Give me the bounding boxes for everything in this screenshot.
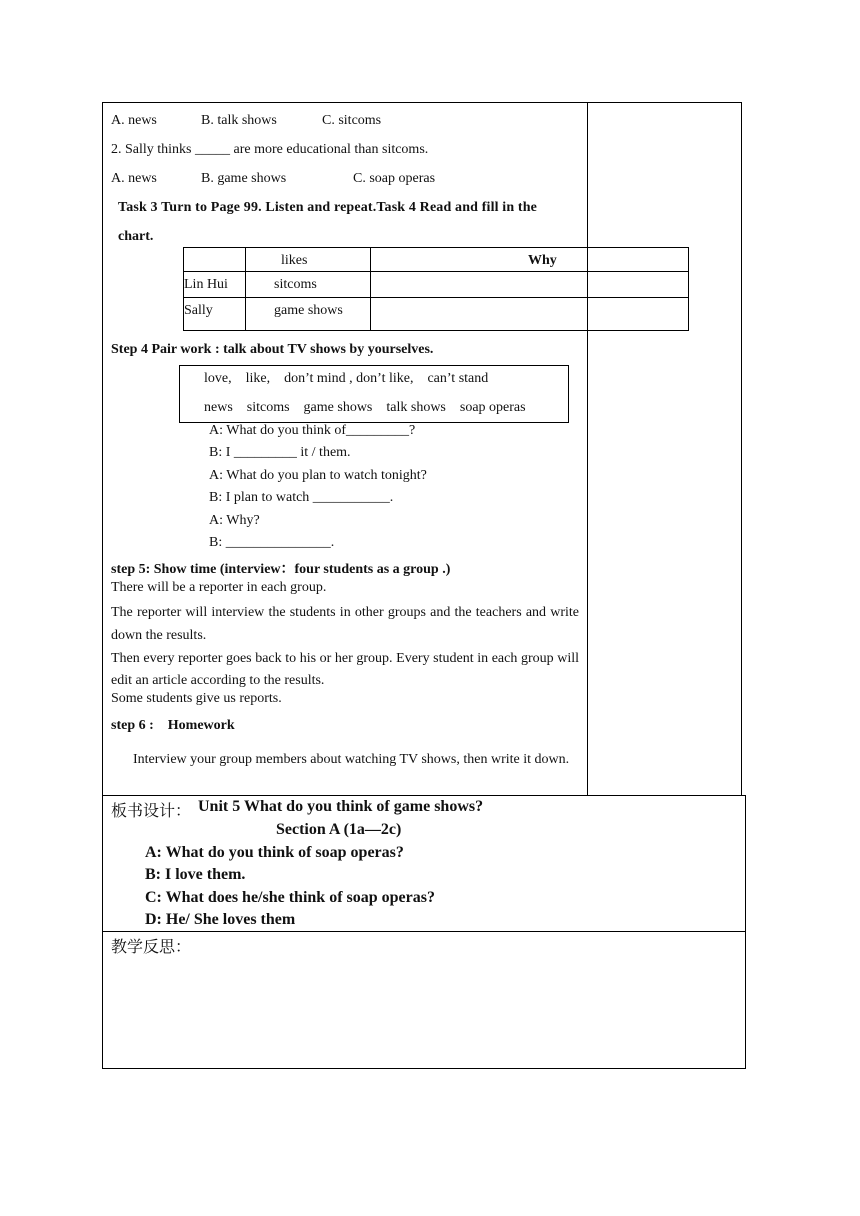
q1-option-b: B. talk shows bbox=[201, 113, 277, 128]
board-design-label: 板书设计： bbox=[111, 803, 192, 820]
step5-paragraph: There will be a reporter in each group. bbox=[111, 580, 327, 595]
dialogue-line: B: _______________. bbox=[209, 535, 335, 550]
step5-heading: step 5: Show time (interview：four students as a group .) bbox=[111, 562, 451, 577]
board-title: Unit 5 What do you think of game shows? bbox=[198, 798, 484, 815]
q1-option-c: C. sitcoms bbox=[322, 113, 382, 128]
q2-question: 2. Sally thinks _____ are more educational than sitcoms. bbox=[111, 142, 429, 157]
chart-row-name: Sally bbox=[184, 303, 213, 318]
chart-row-likes: sitcoms bbox=[274, 277, 317, 292]
dialogue-line: A: Why? bbox=[209, 513, 260, 528]
step5-paragraph: Some students give us reports. bbox=[111, 691, 282, 706]
column-divider bbox=[587, 102, 588, 795]
q2-option-a: A. news bbox=[111, 171, 157, 186]
frame-top-border bbox=[102, 102, 742, 103]
frame-right-border-upper bbox=[741, 102, 742, 795]
step5-paragraph: The reporter will interview the students in other groups and the teachers and write down the results. bbox=[111, 605, 579, 643]
chart-row-name: Lin Hui bbox=[184, 277, 228, 292]
chart-row-likes: game shows bbox=[274, 303, 343, 318]
teaching-reflection-label: 教学反思： bbox=[111, 939, 192, 956]
board-line: D: He/ She loves them bbox=[145, 911, 296, 928]
dialogue-line: A: What do you plan to watch tonight? bbox=[209, 468, 427, 483]
reflection-top-border bbox=[102, 931, 745, 932]
step5-paragraph: Then every reporter goes back to his or her group. Every student in each group will edit an article according to the results. bbox=[111, 651, 579, 688]
dialogue-line: B: I _________ it / them. bbox=[209, 445, 351, 460]
board-line: A: What do you think of soap operas? bbox=[145, 844, 404, 861]
frame-right-border-lower bbox=[745, 795, 746, 1069]
step6-heading: step 6 : Homework bbox=[111, 718, 235, 733]
chart-header-why: Why bbox=[528, 253, 557, 268]
task3-heading-line1: Task 3 Turn to Page 99. Listen and repeat.Task 4 Read and fill in the bbox=[118, 200, 538, 215]
q1-option-a: A. news bbox=[111, 113, 157, 128]
chart-header-likes: likes bbox=[281, 253, 308, 268]
homework-text: Interview your group members about watching TV shows, then write it down. bbox=[133, 752, 570, 767]
board-line: C: What does he/she think of soap operas? bbox=[145, 889, 435, 906]
board-line: B: I love them. bbox=[145, 866, 246, 883]
dialogue-line: A: What do you think of_________? bbox=[209, 423, 416, 438]
board-top-border bbox=[102, 795, 745, 796]
q2-option-b: B. game shows bbox=[201, 171, 287, 186]
word-bank-verbs: love, like, don’t mind , don’t like, can’t stand bbox=[204, 371, 489, 386]
q2-option-c: C. soap operas bbox=[353, 171, 436, 186]
step4-heading: Step 4 Pair work : talk about TV shows by yourselves. bbox=[111, 342, 434, 357]
board-section: Section A (1a—2c) bbox=[276, 821, 402, 838]
frame-bottom-border bbox=[102, 1068, 745, 1069]
dialogue-line: B: I plan to watch ___________. bbox=[209, 490, 394, 505]
word-bank-shows: news sitcoms game shows talk shows soap operas bbox=[204, 400, 526, 415]
task3-heading-line2: chart. bbox=[118, 229, 154, 244]
frame-left-border bbox=[102, 102, 103, 1069]
